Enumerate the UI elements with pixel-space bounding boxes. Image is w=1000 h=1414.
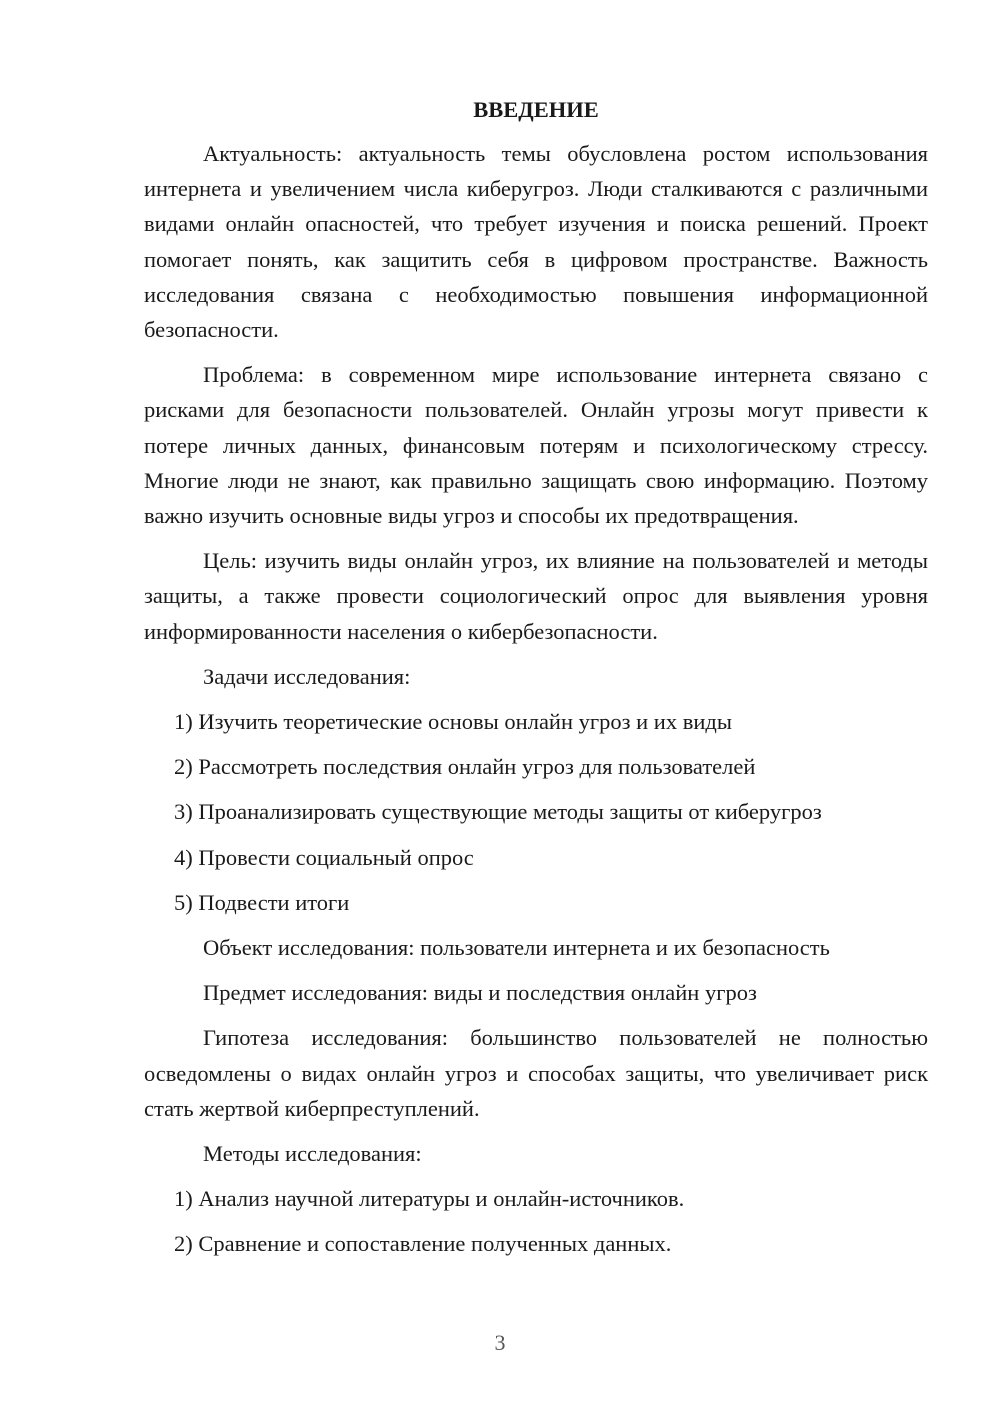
method-item-1: 1) Анализ научной литературы и онлайн-источников.: [174, 1186, 685, 1212]
page-number: 3: [494, 1330, 506, 1355]
subject-line: Предмет исследования: виды и последствия онлайн угроз: [203, 980, 757, 1006]
relevance-paragraph: Актуальность: актуальность темы обусловлена ростом использования интернета и увеличением числа киберугроз. Люди сталкиваются с различными видами онлайн опасностей, что требует изучения и поиска решений. Проект помогает понять, как защитить себя в цифровом пространстве. Важность исследования связана с необходимостью повышения информационной безопасности.: [144, 141, 928, 343]
section-title: ВВЕДЕНИЕ: [473, 97, 599, 122]
task-item-5: 5) Подвести итоги: [174, 889, 350, 915]
methods-heading: Методы исследования:: [203, 1141, 422, 1167]
task-item-2: 2) Рассмотреть последствия онлайн угроз для пользователей: [174, 754, 756, 780]
object-line: Объект исследования: пользователи интернета и их безопасность: [203, 935, 830, 961]
page-content: [144, 92, 928, 1272]
task-item-3: 3) Проанализировать существующие методы защиты от киберугроз: [174, 799, 822, 825]
task-item-1: 1) Изучить теоретические основы онлайн угроз и их виды: [174, 709, 732, 735]
goal-paragraph: Цель: изучить виды онлайн угроз, их влияние на пользователей и методы защиты, а также провести социологический опрос для выявления уровня информированности населения о кибербезопасности.: [144, 548, 928, 644]
tasks-heading: Задачи исследования:: [203, 663, 411, 689]
problem-paragraph: Проблема: в современном мире использование интернета связано с рисками для безопасности пользователей. Онлайн угрозы могут привести к потере личных данных, финансовым потерям и психологическому стрессу. Многие люди не знают, как правильно защищать свою информацию. Поэтому важно изучить основные виды угроз и способы их предотвращения.: [144, 362, 928, 529]
hypothesis-paragraph: Гипотеза исследования: большинство пользователей не полностью осведомлены о видах онлайн угроз и способах защиты, что увеличивает риск стать жертвой киберпреступлений.: [144, 1025, 928, 1121]
task-item-4: 4) Провести социальный опрос: [174, 844, 474, 870]
method-item-2: 2) Сравнение и сопоставление полученных данных.: [174, 1231, 672, 1257]
